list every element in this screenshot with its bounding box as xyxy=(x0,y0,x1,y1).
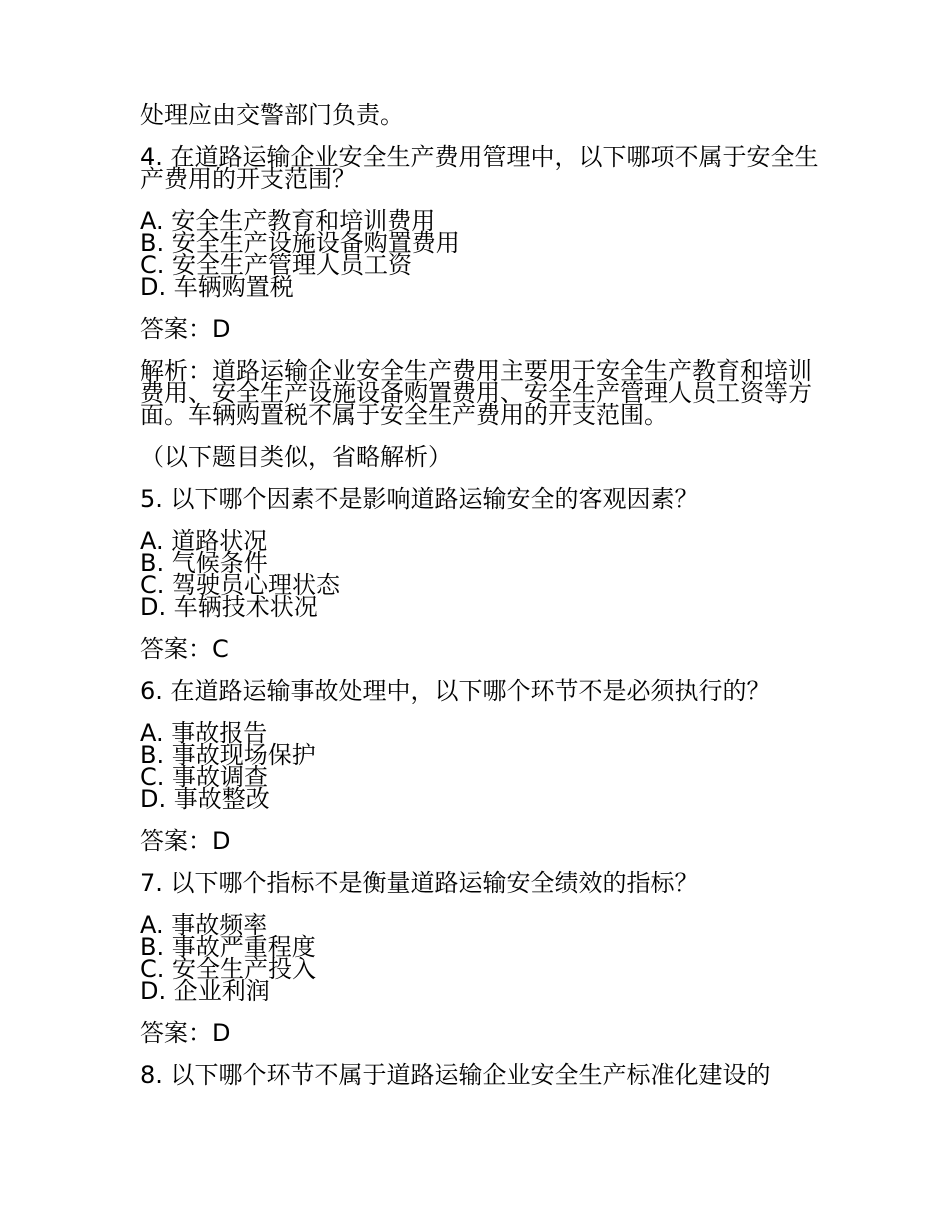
question-4-options xyxy=(140,207,820,301)
q6-option-a: A. 事故报告 xyxy=(140,719,268,747)
q4-answer: 答案：D xyxy=(140,315,231,343)
note-text: （以下题目类似，省略解析） xyxy=(140,443,452,471)
q5-option-a: A. 道路状况 xyxy=(140,527,268,555)
question-6: 6. 在道路运输事故处理中，以下哪个环节不是必须执行的？ xyxy=(140,677,771,705)
document-page xyxy=(140,101,820,1106)
q6-option-d: D. 事故整改 xyxy=(140,785,270,813)
question-4: 4. 在道路运输企业安全生产费用管理中，以下哪项不属于安全生产费用的开支范围？ xyxy=(140,143,819,193)
q5-answer: 答案：C xyxy=(140,635,229,663)
question-8: 8. 以下哪个环节不属于道路运输企业安全生产标准化建设的 xyxy=(140,1061,771,1089)
question-7-options xyxy=(140,911,820,1005)
q7-option-d: D. 企业利润 xyxy=(140,977,270,1005)
q4-option-b: B. 安全生产设施设备购置费用 xyxy=(140,229,460,257)
q6-answer: 答案：D xyxy=(140,827,231,855)
q7-option-a: A. 事故频率 xyxy=(140,911,268,939)
question-7: 7. 以下哪个指标不是衡量道路运输安全绩效的指标？ xyxy=(140,869,699,897)
q4-option-a: A. 安全生产教育和培训费用 xyxy=(140,207,436,235)
q4-option-c: C. 安全生产管理人员工资 xyxy=(140,251,413,279)
q7-answer: 答案：D xyxy=(140,1019,231,1047)
intro-text: 处理应由交警部门负责。 xyxy=(140,101,404,129)
q4-option-d: D. 车辆购置税 xyxy=(140,273,294,301)
q6-option-c: C. 事故调查 xyxy=(140,763,269,791)
q7-option-c: C. 安全生产投入 xyxy=(140,955,317,983)
q5-option-c: C. 驾驶员心理状态 xyxy=(140,571,341,599)
question-5-options xyxy=(140,527,820,621)
q7-option-b: B. 事故严重程度 xyxy=(140,933,316,961)
q5-option-d: D. 车辆技术状况 xyxy=(140,593,318,621)
q6-option-b: B. 事故现场保护 xyxy=(140,741,316,769)
question-6-options xyxy=(140,719,820,813)
question-5: 5. 以下哪个因素不是影响道路运输安全的客观因素？ xyxy=(140,485,699,513)
q4-analysis: 解析：道路运输企业安全生产费用主要用于安全生产教育和培训费用、安全生产设施设备购置费用、安全生产管理人员工资等方面。车辆购置税不属于安全生产费用的开支范围。 xyxy=(140,357,812,429)
q5-option-b: B. 气候条件 xyxy=(140,549,268,577)
